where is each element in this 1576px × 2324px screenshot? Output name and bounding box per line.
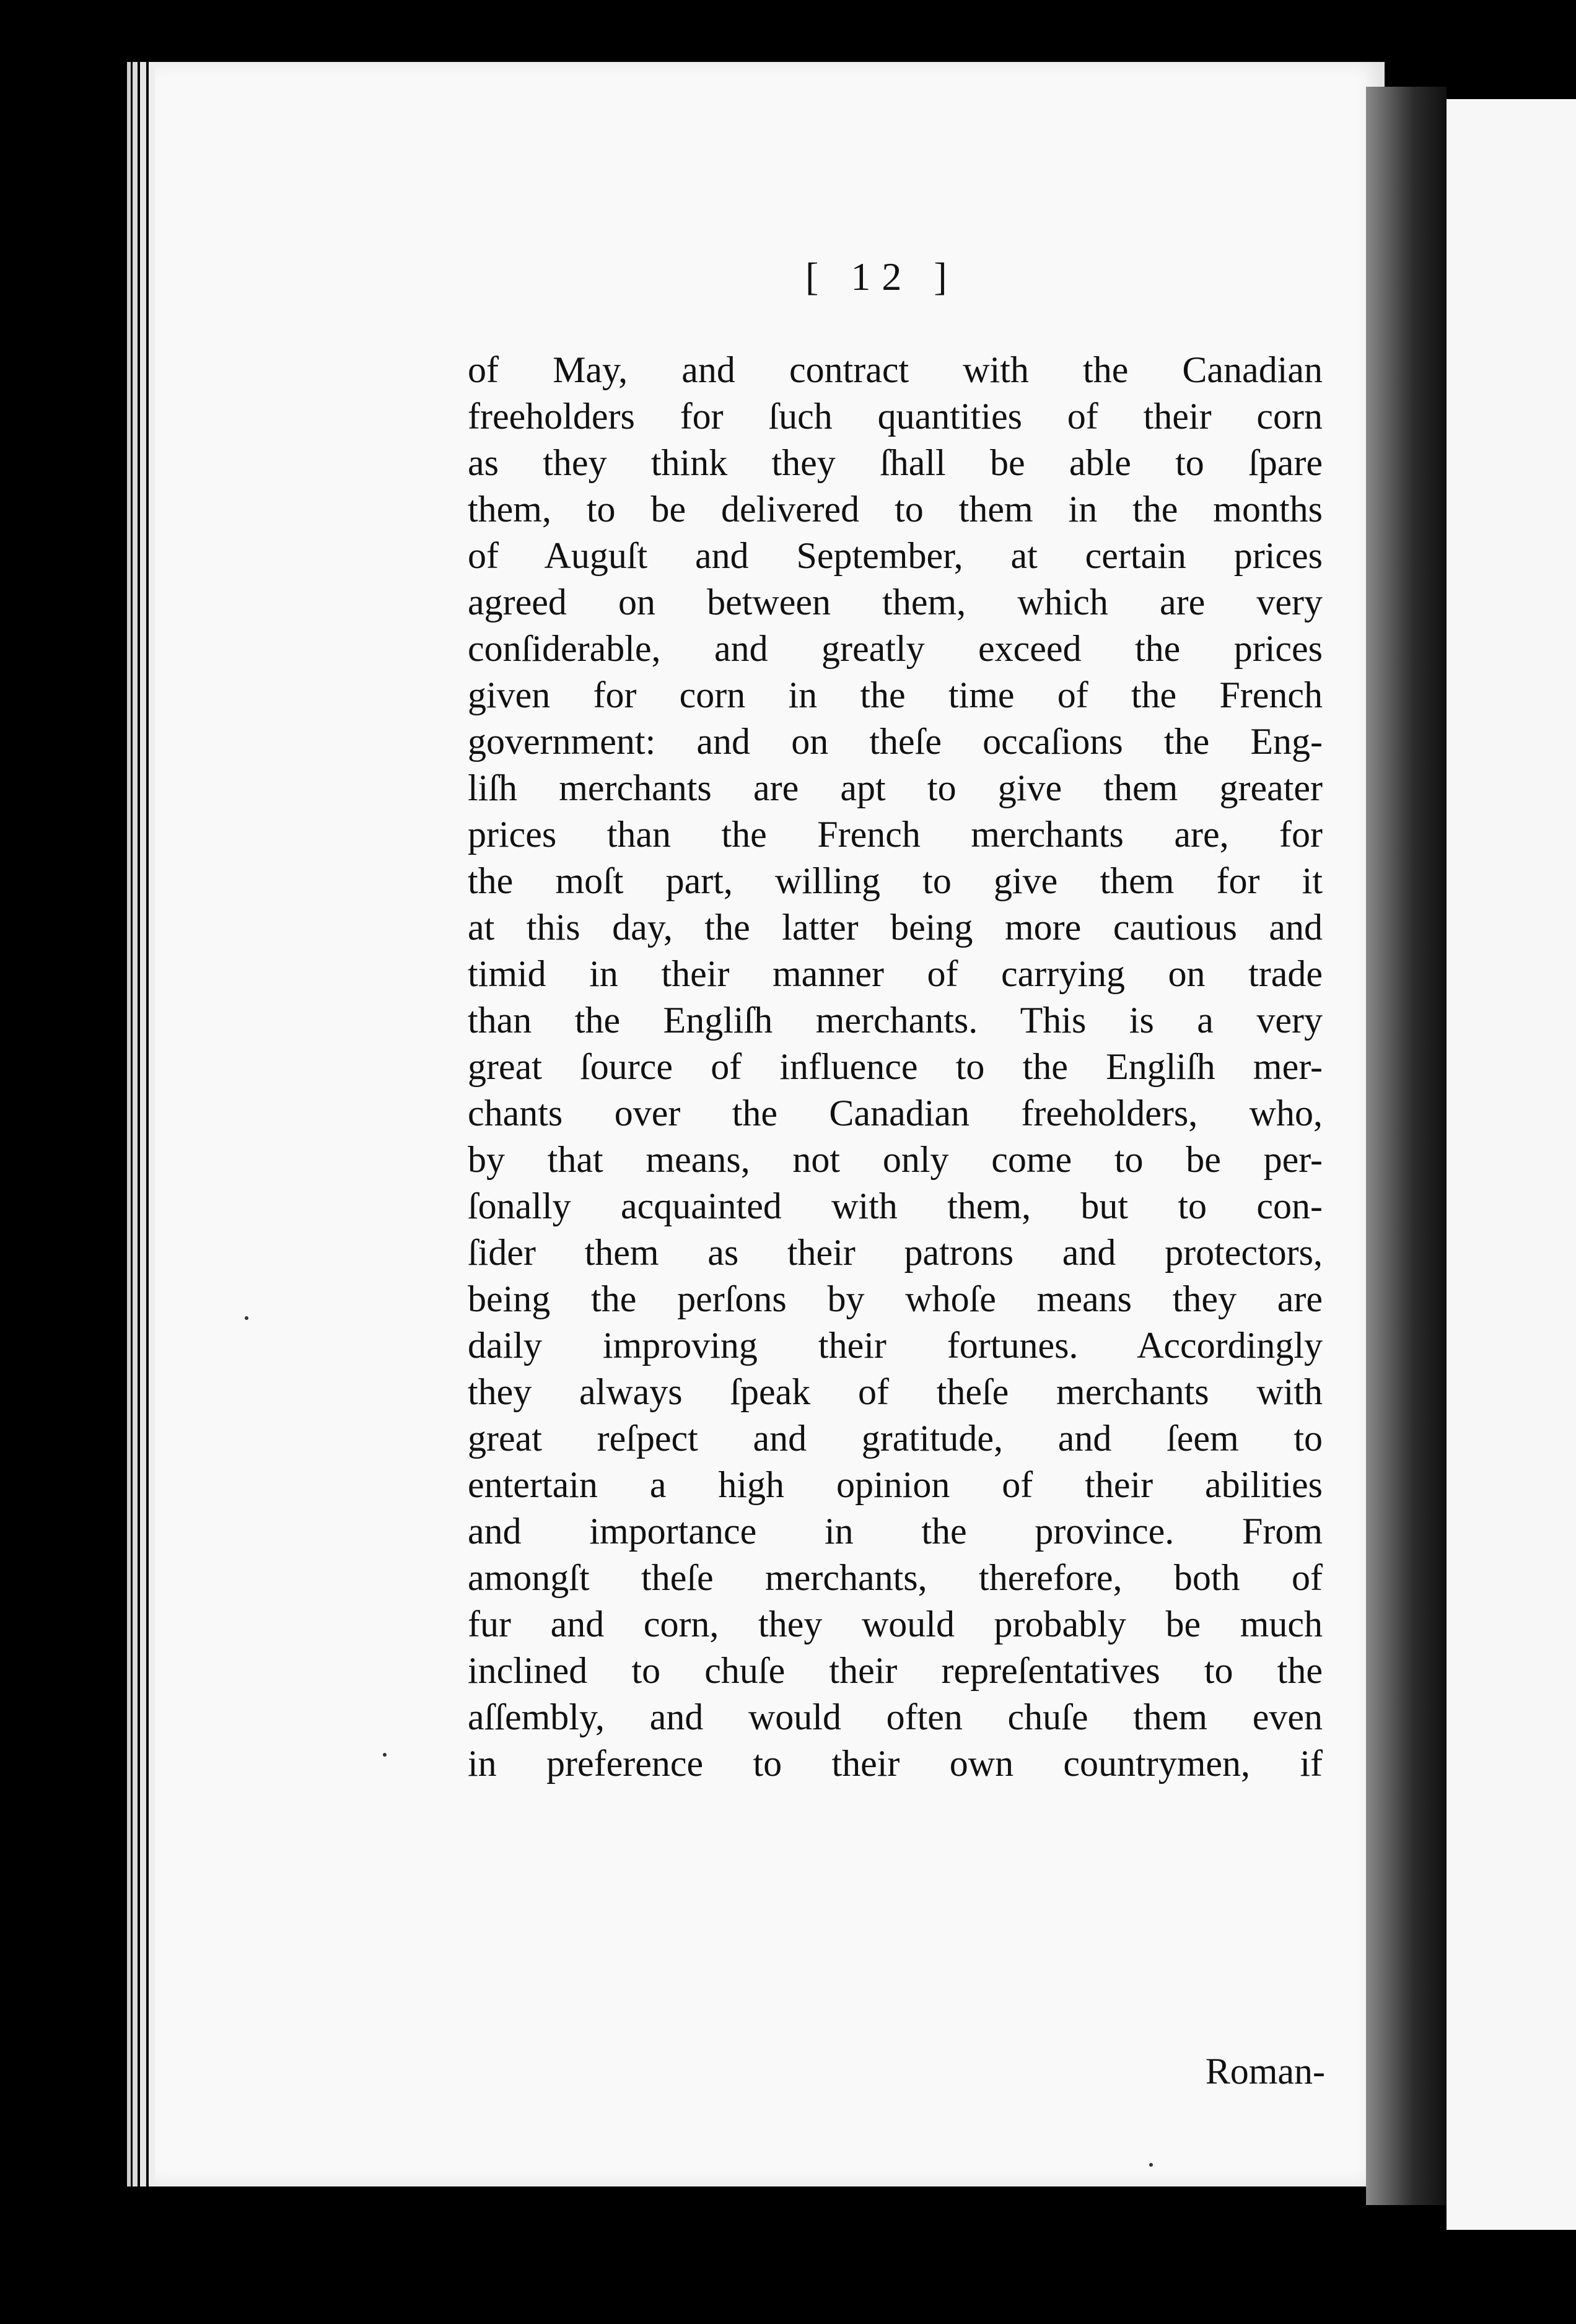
dust-speck	[383, 1753, 387, 1757]
text-line: them, to be delivered to them in the months	[468, 489, 1323, 530]
text-line: amongſt theſe merchants, therefore, both of	[468, 1557, 1323, 1598]
text-line: freeholders for ſuch quantities of their corn	[468, 396, 1323, 437]
page-edge	[149, 62, 155, 2186]
text-line: the moſt part, willing to give them for it	[468, 860, 1323, 901]
text-line: in preference to their own countrymen, if	[468, 1743, 1323, 1784]
text-line: timid in their manner of carrying on trade	[468, 953, 1323, 994]
text-line: and importance in the province. From	[468, 1511, 1323, 1552]
text-line: entertain a high opinion of their abilities	[468, 1464, 1323, 1505]
text-line: daily improving their fortunes. Accordingly	[468, 1325, 1323, 1366]
text-line: than the Engliſh merchants. This is a very	[468, 1000, 1323, 1041]
text-line: of May, and contract with the Canadian	[468, 349, 1323, 390]
text-line: fur and corn, they would probably be much	[468, 1604, 1323, 1645]
page-edge	[133, 62, 138, 2186]
text-line: prices than the French merchants are, for	[468, 814, 1323, 855]
book-gutter	[1366, 87, 1447, 2205]
text-line: inclined to chuſe their repreſentatives to the	[468, 1650, 1323, 1691]
text-line: they always ſpeak of theſe merchants with	[468, 1371, 1323, 1412]
facing-page	[1447, 99, 1576, 2230]
body-text	[468, 347, 1323, 1787]
text-line: great reſpect and gratitude, and ſeem to	[468, 1418, 1323, 1459]
text-line: at this day, the latter being more cautious and	[468, 907, 1323, 948]
text-line: conſiderable, and greatly exceed the prices	[468, 628, 1323, 669]
text-line: of Auguſt and September, at certain prices	[468, 535, 1323, 576]
text-line: by that means, not only come to be per-	[468, 1139, 1323, 1180]
text-line: agreed on between them, which are very	[468, 582, 1323, 622]
text-line: chants over the Canadian freeholders, who,	[468, 1093, 1323, 1134]
text-line: aſſembly, and would often chuſe them even	[468, 1697, 1323, 1737]
text-line: ſider them as their patrons and protectors,	[468, 1232, 1323, 1273]
page-number: [ 12 ]	[805, 255, 958, 299]
text-line: given for corn in the time of the French	[468, 675, 1323, 715]
text-line: ſonally acquainted with them, but to con-	[468, 1186, 1323, 1226]
catchword: Roman-	[1205, 2051, 1325, 2092]
text-line: as they think they ſhall be able to ſpare	[468, 442, 1323, 483]
page-edge	[140, 62, 146, 2186]
text-line: being the perſons by whoſe means they are	[468, 1278, 1323, 1319]
text-line: liſh merchants are apt to give them greater	[468, 767, 1323, 808]
dust-speck	[1149, 2163, 1153, 2167]
text-line: government: and on theſe occaſions the Eng-	[468, 721, 1323, 762]
dust-speck	[245, 1316, 248, 1320]
page-edge	[127, 62, 131, 2186]
text-line: great ſource of influence to the Engliſh mer-	[468, 1046, 1323, 1087]
